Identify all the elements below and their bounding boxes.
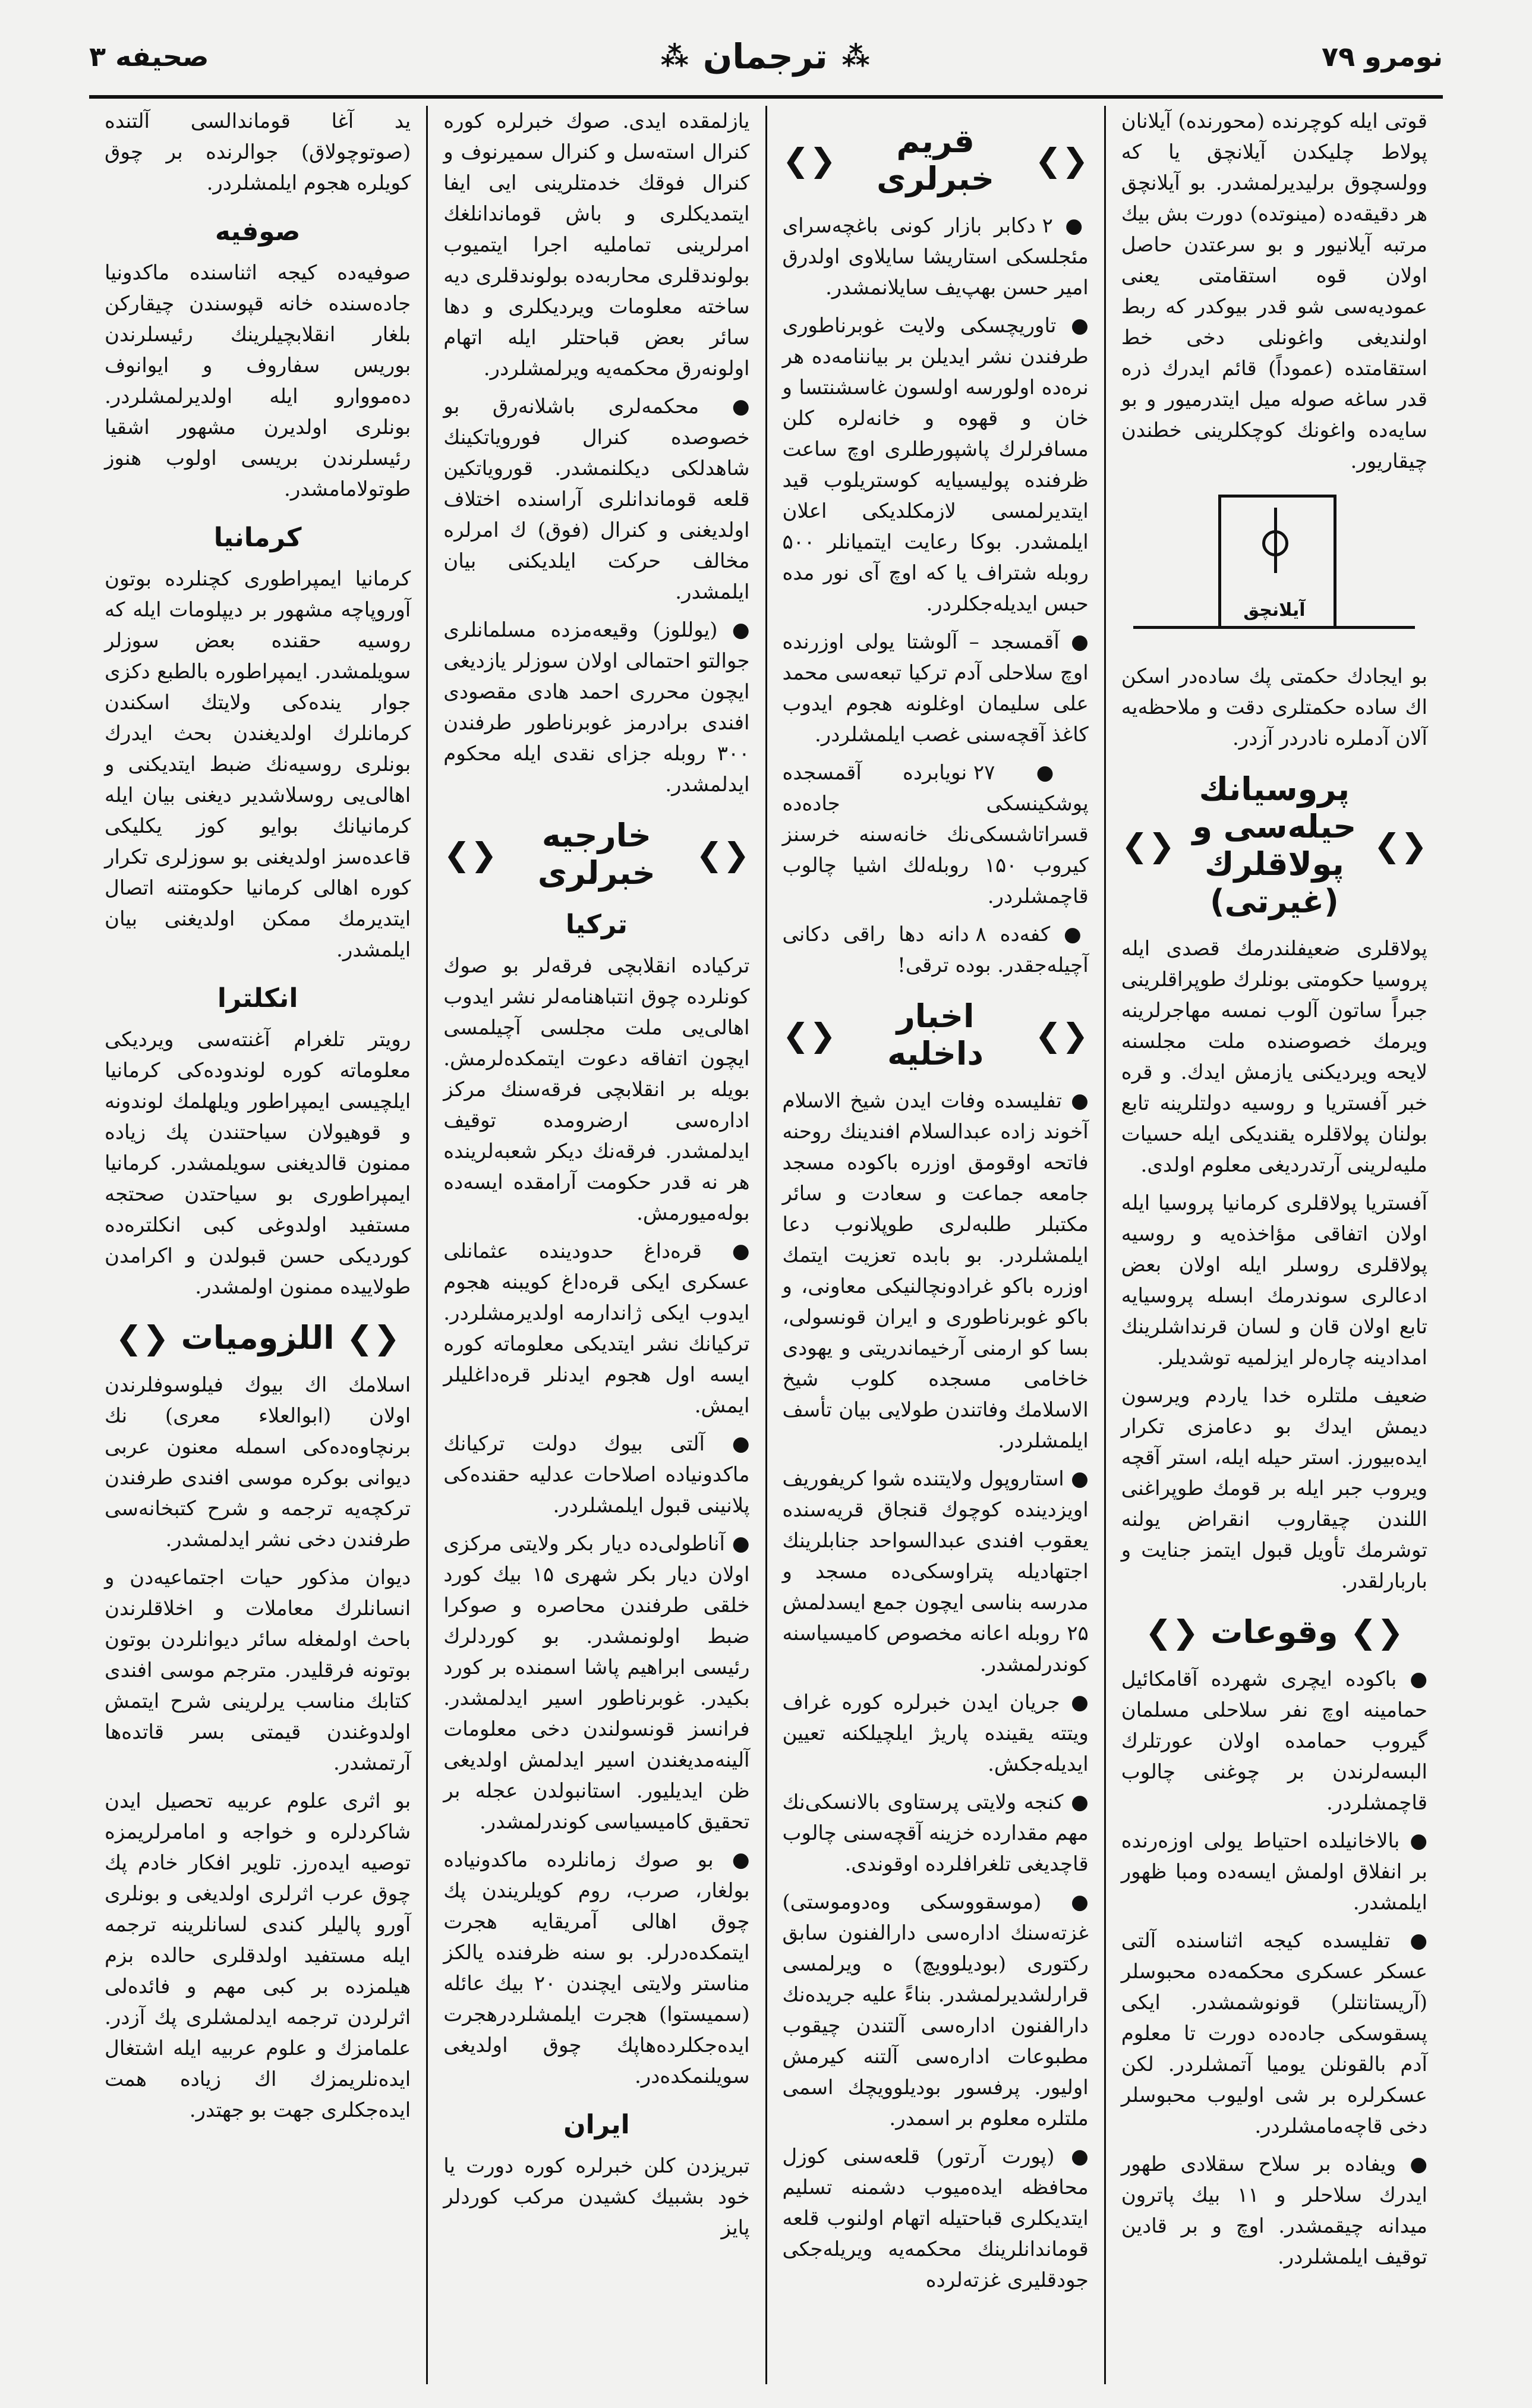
article-paragraph: ● ویفاده بر سلاح سقلادی طهور ایدرك سلاحلر و ۱۱ بیك پاترون میدانه چیقمشدر. اوچ و بر قادین توقیف ایلمشلردر.: [1121, 2152, 1427, 2269]
ornament-icon: ❮❯: [115, 1319, 169, 1356]
ornament-icon: ❮❯: [696, 835, 750, 873]
article-title-text: قریم خبرلری: [877, 122, 995, 197]
article-paragraph: ● کنجه ولایتی پرستاوی بالانسکی‌نك مهم مقدارده خزینه آقچه‌سنی چالوب قاچدیغی تلغرافلرده اوقوندی.: [782, 1790, 1089, 1876]
ornament-icon: ❮❯: [1121, 826, 1175, 864]
page-header: [89, 24, 1443, 89]
article-paragraph: پولاقلری ضعیفلندرمك قصدی ایله پروسیا حکومتی بونلرك طوپراقلرینی جبراً ساتون آلوب نمسه مهاجرلرینه ویرمك خصوصنده ملت مجلسنه لایحه ویردیکنی یازمش ایدك. و قره خبر آفستریا و روسیه دولتلرینه تابع بولنان پولاقلره یقندیکی ایله حسیات ملیه‌لرینی آرتدردیغی معلوم اولدی.: [1121, 937, 1427, 1177]
article-title-text: اللزومیات: [181, 1319, 335, 1356]
ornament-icon: ⁂: [660, 40, 689, 73]
ornament-icon: ❮❯: [782, 141, 836, 179]
article-paragraph: صوفیه‌ده کیجه اثناسنده ماکدونیا جاده‌سنده خانه قپوسندن چیقارکن بلغار انقلابچیلرینك رئیسلرندن بوریس سفاروف و ایوانوف ده‌مووارو ایله اولدیرلمشلردر. بونلری اولدیرن مشهور اشقیا رئیسلرندن بریسی اولوب هنوز طوتولامامشدر.: [105, 261, 411, 501]
ornament-icon: ❮❯: [1373, 826, 1427, 864]
article-paragraph: ● باکوده ایچری شهرده آقامکائیل حمامینه اوچ نفر سلاحلی مسلمان گیروب حمامده اولان عورتلرك البسه‌لرندن بر چوغنی چالوب قاچمشلردر.: [1121, 1667, 1427, 1815]
article-title: [105, 1319, 411, 1356]
article-paragraph: ● تفلیسده کیجه اثناسنده آلتی عسکر عسکری محکمه‌ده محبوسلر (آریستانتلر) قونوشمشدر. ایکی پسقوسکی جاده‌ده دورت تا معلوم آدم بالقونلن یومیا آتمشلردر. لکن عسکرلره بر شی اولیوب محبوسلر دخی قاچه‌مامشلردر.: [1121, 1929, 1427, 2138]
ornament-icon: ❮❯: [1035, 141, 1089, 179]
article-title-text: پروسیانك حیله‌سی و پولاقلرك (غیرتی): [1192, 770, 1357, 920]
article-paragraph: ● بو صوك زمانلرده ماکدونیاده بولغار، صرب، روم کویلریندن پك چوق اهالی آمریقایه هجرت ایتمکده‌درلر. بو سنه ظرفنده یالکز مناستر ولایتی ایچندن ۲۰ بیك عائله (سمیستوا) هجرت ایلمشلردرهجرت ایده‌جکلرده‌هاپك چوق اولدیغی سویلنمکده‌در.: [443, 1848, 750, 2088]
article-title: [1121, 770, 1427, 920]
article-paragraph: بو اثری علوم عربیه تحصیل ایدن شاکردلره و خواجه و امامرلریمزه توصیه ایده‌رز. تلویر افکار خادم پك چوق عرب اثرلری اولدیغی و بونلری آورو پالیلر کندی لسانلرینه ترجمه ایله مستفید اولدقلری حالده بزم هیلمزده بر کبی مهم و فائده‌لی اثرلردن ترجمه ایدلمشلری پك آزدر. علمامزك و علوم عربیه ایله اشتغال ایده‌نلریمزك اك زیاده همت ایده‌جکلری جهت بو جهتدر.: [105, 1789, 411, 2122]
section-subheading: کرمانیا: [213, 522, 302, 553]
masthead: [661, 36, 870, 77]
article-title: [443, 817, 749, 892]
ornament-icon: ❮❯: [346, 1319, 401, 1356]
article-paragraph: ضعیف ملتلره خدا یاردم ویرسون دیمش ایدك بو دعامزی تکرار ایده‌بیورز. استر حیله ایله، استر آقچه ویروب جبر ایله بر قومك طوپراغنی اللندن چیقاروب انقراض یولنه توشرمك تأویل قبول ایتمز جنایت و باربارلقدر.: [1121, 1384, 1427, 1593]
columns-container: [89, 106, 1443, 2384]
ornament-icon: ❮❯: [1350, 1613, 1404, 1651]
article-paragraph: تبریزدن کلن خبرلره کوره دورت یا خود بشبیك کشیدن مرکب کوردلر پایز: [443, 2154, 750, 2240]
article-paragraph: ● (موسقووسکی وه‌دوموستی) غزته‌سنك اداره‌سی دارالفنون سابق رکتوری (بودیلوویچ) ه ویرلمسی قرارلشدیرلمشدر. بناءً علیه جریده‌نك دارالفنون اداره‌سی آلتندن چیقوب مطبوعات اداره‌سی آلتنه کیرمش اولیور. پرفسور بودیلوویچك اسمی ملتلره معلوم بر اسمدر.: [782, 1890, 1089, 2130]
section-subheading: ترکیا: [565, 909, 628, 940]
article-title: [783, 122, 1089, 197]
diagram-rail: [1133, 626, 1415, 629]
article-title-text: اخبار داخلیه: [887, 997, 984, 1072]
article-paragraph: قوتی ایله کوچرنده (محورنده) آیلانان پولاط چلیکدن آیلانچق یا که وولسچوق برلیدیرلمشدر. بو آیلانچق هر دقیقه‌ده (مینوتده) دورت بش بیك مرتبه آیلانیور و بو سرعتدن حاصل اولان قوه استقامتی یعنی عمودیه‌سی شو قدر بیوکدر که ربط اولندیغی واغونلی دخی خط استقامتده (عموداً) قائم ایدرك ذره قدر ساغه صوله میل ایتدرمیور و بو سایه‌ده واغونك کوچکلرینی خطندن چیقاریور.: [1121, 109, 1427, 473]
article-paragraph: ● استاروپول ولایتنده شوا کریفوریف اویزدینده کوچوك قنجاق قریه‌سنده یعقوب افندی عبدالسواحد جنابلرینك اجتهادیله پتراوسکی‌ده مسجد و مدرسه بناسی ایچون جمع ایسدلمش ۲۵ روبله اعانه مخصوص کامیسیاسنه کوندرلمشدر.: [782, 1467, 1089, 1676]
page-number: صحیفه ۳: [89, 40, 209, 73]
ornament-icon: ❮❯: [1035, 1016, 1089, 1054]
ornament-icon: ❮❯: [1145, 1613, 1199, 1651]
text-column-3: [426, 106, 765, 2384]
article-paragraph: ● آلتی بیوك دولت ترکیانك ماکدونیاده اصلاحات عدلیه حقنده‌کی پلانینی قبول ایلمشلردر.: [443, 1432, 750, 1518]
article-title: [783, 997, 1089, 1072]
article-paragraph: ● آناطولی‌ده دیار بکر ولایتی مرکزی اولان دیار بکر شهری ۱۵ بیك کورد خلقی طرفندن محاصره و صوکرا ضبط اولونمشدر. بو کوردلرك رئیسی ابراهیم پاشا اسمنده بر کورد بکیدر. غوبرناطور اسیر ایدلمشدر. فرانسز قونسولندن دخی معلومات آلینه‌مدیغندن اسیر ایدلمش اولدیغی ظن ایدیلیور. استانبولدن عجله بر تحقیق کامیسیاسی کوندرلمشدر.: [443, 1532, 750, 1834]
issue-number: نومرو ۷۹: [1322, 40, 1443, 73]
article-paragraph: رویتر تلغرام آغنته‌سی ویردیکی معلوماته کوره لوندوده‌کی کرمانیا ایلچیسی ایمپراطور ویلهلمك لوندونه و قوهیولان سیاحتندن پك زیاده ممنون قالدیغنی سویلمشدر. کرمانیا ایمپراطوری بو سیاحتدن صحتجه مستفید اولدوغی کبی انکلتره‌ده کوردیکی حسن قبولدن و اکرامدن طولاییده ممنون اولمشدر.: [105, 1028, 411, 1299]
article-paragraph: ● تفلیسده وفات ایدن شیخ الاسلام آخوند زاده عبدالسلام افندینك روحنه فاتحه اوقومق اوزره باکوده مسجد جامعه جماعت و سعادت و سائر مکتبلر طلبه‌لری طوپلانوب دعا ایلمشلردر. بو بابده تعزیت ایتمك اوزره باکو غرادونچالنیکی معاونی، و باکو غوبرناطوری و ایران قونسولی، بسا کو ارمنی آرخیماندریتی و یهودی خاخامی مسجده کلوب شیخ الاسلامك وفاتندن طولایی بیان تأسف ایلمشلردر.: [782, 1089, 1089, 1453]
article-paragraph: ● جریان ایدن خبرلره کوره غراف ویتته یقینده پاریژ ایلچیلکنه تعیین ایدیله‌جکش.: [782, 1691, 1089, 1776]
article-paragraph: دیوان مذکور حیات اجتماعیه‌دن و انسانلرك معاملات و اخلاقلرندن باحث اولمغله سائر دیوانلردن بوتون بوتونه فرقلیدر. مترجم موسی افندی کتابك مناسب یرلرینی شرح ایتمش اولدوغندن قیمتی بسر قاتده‌ها آرتمشدر.: [105, 1566, 411, 1775]
text-column-4: [89, 106, 426, 2384]
article-title-text: خارجیه خبرلری: [537, 817, 655, 892]
section-subheading: انکلترا: [217, 983, 298, 1013]
ornament-icon: ⁂: [841, 40, 870, 73]
article-paragraph: اسلامك اك بیوك فیلوسوفلرندن اولان (ابوالعلاء معری) نك برنچاوه‌ده‌کی اسمله معنون عربی دیوانی بوکره موسی افندی طرفندن ترکچه‌یه ترجمه و شرح کتبخانه‌سی طرفندن دخی نشر ایدلمشدر.: [105, 1373, 411, 1551]
ornament-icon: ❮❯: [782, 1016, 836, 1054]
article-paragraph: بو ایجادك حکمتی پك ساده‌در اسکن اك ساده حکمتلری دقت و ملاحظه‌یه آلان آدملره نادردر آزدر.: [1121, 665, 1427, 750]
text-column-1: [1104, 106, 1443, 2384]
section-subheading: صوفیه: [215, 216, 301, 247]
header-rule: [89, 95, 1443, 99]
article-paragraph: ● آقمسجد – آلوشتا یولی اوزرنده اوچ سلاحلی آدم ترکیا تبعه‌سی محمد علی سلیمان اوغلونه هجوم ایدوب کاغذ آقچه‌سنی غصب ایلمشلردر.: [782, 630, 1089, 747]
article-paragraph: یازلمقده ایدی. صوك خبرلره کوره کنرال استه‌سل و کنرال سمیرنوف و کنرال فوقك خدمتلرینی ایی ایفا ایتمدیکلری و باش قوماندانلغك امرلرینی تماملیه اجرا ایتمیوب بولوندقلری محاربه‌ده بولوندقلری دیه ساخته معلومات ویردیکلری و دها سائر بعض قباحتلر ایله اتهام اولونه‌رق محکمه‌یه ویرلمشلردر.: [443, 109, 750, 380]
ornament-icon: ❮❯: [443, 835, 497, 873]
diagram-label: آیلانچق: [1243, 600, 1306, 621]
article-paragraph: ● ۲ دکابر بازار کونی باغچه‌سرای مئجلسکی استاریشا سایلاوی اولدرق امیر حسن بهپ‌یف سایلانمشدر.: [782, 214, 1089, 300]
article-paragraph: ● بالاخانیلده احتیاط یولی اوزه‌رنده بر انفلاق اولمش ایسه‌ده ومبا ظهور ایلمشدر.: [1121, 1829, 1427, 1915]
masthead-title: ترجمان: [702, 36, 828, 77]
article-paragraph: ● (یوللوز) وقیعه‌مزده مسلمانلری جوالتو احتمالی اولان سوزلر یازدیغی ایچون محرری احمد هادی مقصودی افندی برادرمز غوبرناطور طرفندن ۳۰۰ روبله جزای نقدی ایله محکوم ایدلمشدر.: [443, 618, 750, 797]
article-title-text: وقوعات: [1211, 1613, 1338, 1651]
section-subheading: ایران: [563, 2110, 630, 2140]
article-paragraph: ● قره‌داغ حدودینده عثمانلی عسکری ایکی قره‌داغ کویبنه هجوم ایدوب ایکی ژاندارمه اولدیرمشلردر. ترکیانك نشر ایتدیکی معلوماته کوره ایسه اول هجوم ایدنلر قره‌داغلیلر ایمش.: [443, 1239, 750, 1418]
article-paragraph: ● تاوریچسکی ولایت غوبرناطوری طرفندن نشر ایدیلن بر بیاننامه‌ده هر نره‌ده اولورسه اولسون غاسشنتسا و خان و قهوه و خانه‌لره کلن مسافرلرك پاشپورطلری اوچ ساعت ظرفنده پولیسیایه کوستریلوب قید ایتدیرلمسی لازمکلدیکی اعلان ایلمشدر. بوکا رعایت ایتمیانلر ۵۰۰ روبله شتراف یا که اوچ آی نور مده حبس ایدیله‌جکلردر.: [782, 314, 1089, 616]
article-paragraph: ترکیاده انقلابچی فرقه‌لر بو صوك کونلرده چوق انتباهنامه‌لر نشر ایدوب اهالی‌یی ملت مجلسی آچیلمسی ایچون اتفاقه دعوت ایتمکده‌لرمش. بویله بر انقلابچی فرقه‌سنك مرکز اداره‌سی ارضرومده توقیف ایدلمشدر. فرقه‌نك دیکر شعبه‌لرینده هر نه قدر حکومت آرامقده ایسه‌ده بوله‌میورمش.: [443, 954, 750, 1225]
article-paragraph: ● (پورت آرتور) قلعه‌سنی کوزل محافظه ایده‌میوب دشمنه تسلیم ایتدیکلری قباحتیله اتهام اولنوب قلعه قوماندانلرینك محکمه‌یه ویریله‌جکی جودقلیری غزته‌لرده: [782, 2145, 1089, 2292]
gyroscope-diagram: [1133, 495, 1415, 643]
article-title: [1121, 1613, 1427, 1651]
article-paragraph: کرمانیا ایمپراطوری کچنلرده بوتون آوروپاچه مشهور بر دیپلومات ایله که روسیه حقنده بعض سوزلر سویلمشدر. ایمپراطوره بالطبع دکزی جوار ینده‌کی ولایتك اسکندن کرمانلرك اولدیغندن بحث ایدرك بونلری روسیه‌نك ضبط ایتدیکنی و اهالی‌یی روسلاشدیر دیغنی بیان ایله کرمانیانك بوایو کوز یکلیکی قاعده‌سز اولدیغنی بو سوزلری تکرار کوره اهالی کرمانیا حکومتنه اتصال ایتدیرمك ممکن اولدیغنی بیان ایلمشدر.: [105, 567, 411, 962]
article-paragraph: ● کفه‌ده ۸ دانه دها راقی دکانی آچیله‌جقدر. بوده ترقی!: [782, 923, 1089, 977]
article-paragraph: ید آغا قوماندالسی آلتنده (صوتوچولاق) جوالرنده بر چوق کویلره هجوم ایلمشلردر.: [105, 109, 411, 195]
article-paragraph: ● محکمه‌لری باشلانه‌رق بو خصوصده کنرال فورویاتکینك شاهدلکی دیکلنمشدر. قورویاتکین قلعه قوماندانلری آراسنده اختلاف اولدیغنی و کنرال (فوق) ك امرلره مخالف حرکت ایلدیکنی بیان ایلمشدر.: [443, 395, 750, 604]
text-column-2: [765, 106, 1104, 2384]
article-paragraph: ● ۲۷ نویابرده آقمسجده پوشکینسکی جاده‌ده قسراتاشسکی‌نك خانه‌سنه خرسنز کیروب ۱۵۰ روبله‌لك اشیا چالوب قاچمشلردر.: [782, 761, 1089, 908]
article-paragraph: آفستریا پولاقلری کرمانیا پروسیا ایله اولان اتفاقی مؤاخذه‌یه و روسیه پولاقلری روسلر ایله اولان بعض ادعالری سوندرمك ابسله پروسیایه تابع اولان قان و لسان قرنداشلرینك امدادینه چاره‌لر ایزلمیه توشدیلر.: [1121, 1191, 1427, 1370]
